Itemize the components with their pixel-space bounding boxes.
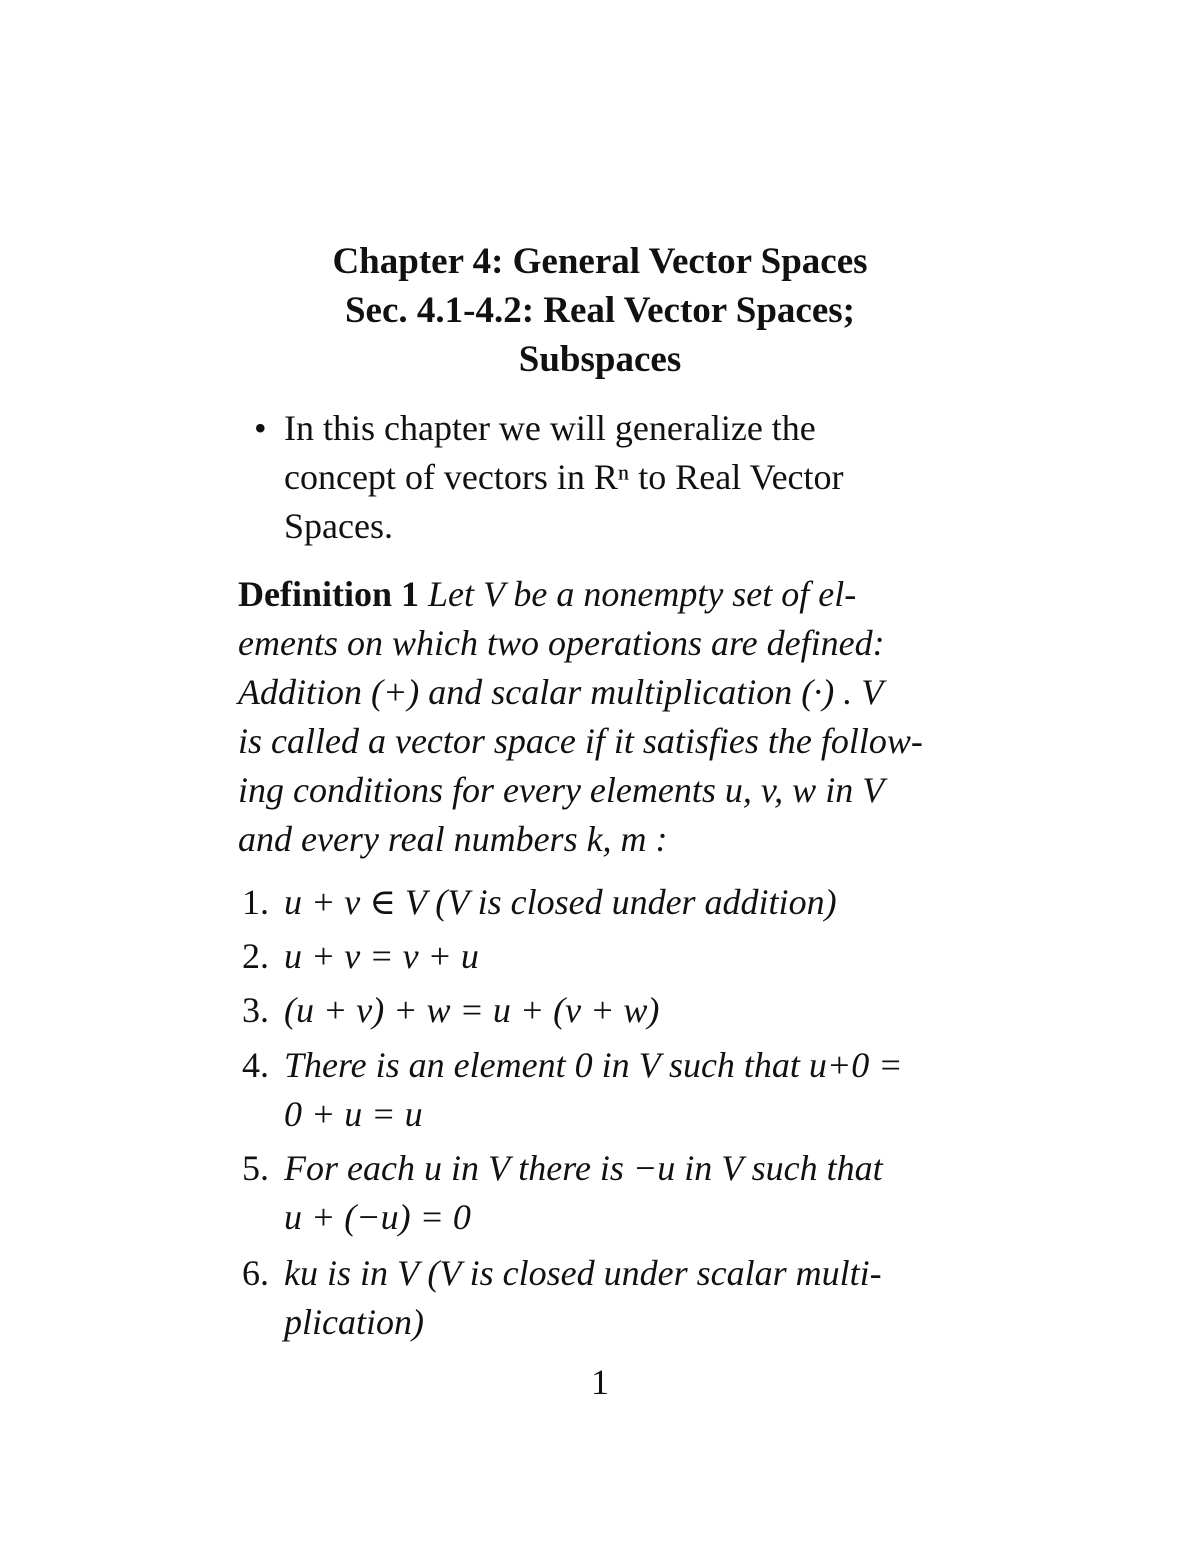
- condition-text: u + v = v + u: [284, 936, 479, 976]
- definition-line: ements on which two operations are defined:: [238, 623, 885, 663]
- definition-line: Addition (+) and scalar multiplication (·) . V: [238, 672, 884, 712]
- condition-text: There is an element 0 in V such that u+0 =: [284, 1045, 903, 1085]
- definition-line: Let V be a nonempty set of el-: [428, 574, 857, 614]
- condition-text: (u + v) + w = u + (v + w): [284, 990, 660, 1030]
- definition-line: and every real numbers k, m :: [238, 819, 668, 859]
- condition-text-continued: plication): [284, 1302, 424, 1342]
- section-subtitle: Subspaces: [518, 339, 682, 380]
- condition-text: For each u in V there is −u in V such that: [284, 1148, 883, 1188]
- section-title: Sec. 4.1-4.2: Real Vector Spaces;: [344, 290, 856, 331]
- condition-number: 1.: [242, 882, 269, 922]
- condition-text-continued: 0 + u = u: [284, 1094, 423, 1134]
- bullet-marker: •: [254, 408, 267, 448]
- condition-number: 4.: [242, 1045, 269, 1085]
- intro-bullet: [284, 404, 944, 551]
- definition-heading: Definition 1: [238, 574, 420, 614]
- page-number: 1: [591, 1362, 609, 1402]
- definition-line: ing conditions for every elements u, v, w in V: [238, 770, 885, 810]
- condition-text: ku is in V (V is closed under scalar multi-: [284, 1253, 882, 1293]
- intro-line: concept of vectors in Rⁿ to Real Vector: [284, 457, 844, 497]
- intro-line: Spaces.: [284, 506, 393, 546]
- condition-text: u + v ∈ V (V is closed under addition): [284, 882, 837, 922]
- condition-number: 6.: [242, 1253, 269, 1293]
- condition-text-continued: u + (−u) = 0: [284, 1197, 471, 1237]
- condition-number: 2.: [242, 936, 269, 976]
- definition-line: is called a vector space if it satisfies the follow-: [238, 721, 923, 761]
- condition-number: 3.: [242, 990, 269, 1030]
- condition-number: 5.: [242, 1148, 269, 1188]
- definition-block: [238, 570, 968, 864]
- chapter-title: Chapter 4: General Vector Spaces: [332, 241, 868, 282]
- intro-line: In this chapter we will generalize the: [284, 408, 816, 448]
